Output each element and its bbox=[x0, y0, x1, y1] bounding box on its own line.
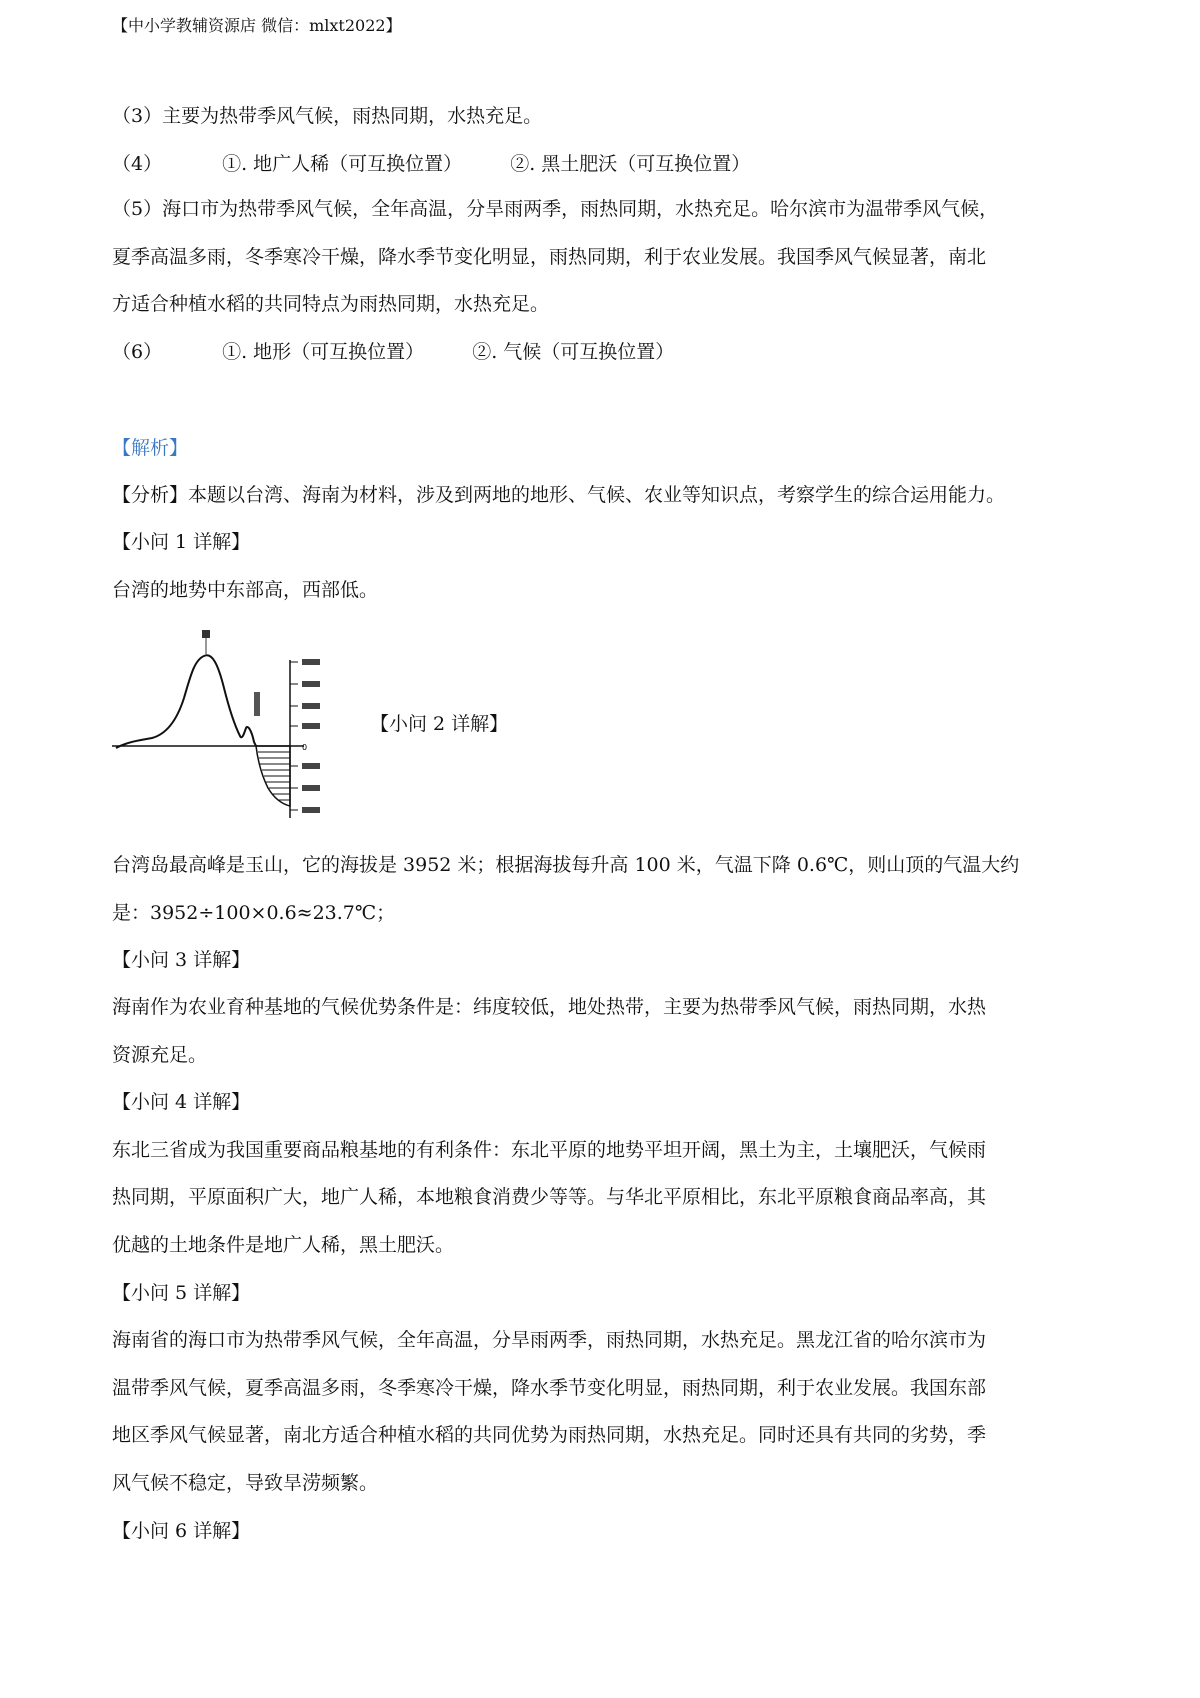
q4-text-line-1: 东北三省成为我国重要商品粮基地的有利条件：东北平原的地势平坦开阔，黑土为主，土壤肥沃，气候雨 bbox=[112, 1139, 987, 1161]
q3-title: 【小问 3 详解】 bbox=[112, 949, 251, 971]
answer-6-option-1: ①. 地形（可互换位置） bbox=[222, 341, 425, 363]
q5-text-line-1: 海南省的海口市为热带季风气候，全年高温，分旱雨两季，雨热同期，水热充足。黑龙江省的哈尔滨市为 bbox=[112, 1329, 987, 1351]
q1-text: 台湾的地势中东部高，西部低。 bbox=[112, 579, 379, 601]
answer-5-line-1: （5）海口市为热带季风气候，全年高温，分旱雨两季，雨热同期，水热充足。哈尔滨市为温带季风气候， bbox=[112, 198, 999, 220]
q3-text-line-2: 资源充足。 bbox=[112, 1044, 208, 1066]
q2-text-line-1: 台湾岛最高峰是玉山，它的海拔是 3952 米；根据海拔每升高 100 米，气温下降 0.6℃，则山顶的气温大约 bbox=[112, 854, 1020, 876]
answer-4-option-2: ②. 黑土肥沃（可互换位置） bbox=[510, 153, 751, 175]
answer-5-line-2: 夏季高温多雨，冬季寒冷干燥，降水季节变化明显，雨热同期，利于农业发展。我国季风气候显著，南北 bbox=[112, 246, 987, 268]
q2-text-line-2: 是：3952÷100×0.6≈23.7℃； bbox=[112, 902, 396, 924]
q1-title: 【小问 1 详解】 bbox=[112, 531, 251, 553]
peak-marker bbox=[202, 630, 210, 638]
analysis-summary: 【分析】本题以台湾、海南为材料，涉及到两地的地形、气候、农业等知识点，考察学生的综合运用能力。 bbox=[112, 484, 1006, 506]
answer-3: （3）主要为热带季风气候，雨热同期，水热充足。 bbox=[112, 105, 543, 127]
q5-text-line-4: 风气候不稳定，导致旱涝频繁。 bbox=[112, 1472, 379, 1494]
terrain-curve bbox=[116, 655, 256, 748]
answer-6-option-2: ②. 气候（可互换位置） bbox=[472, 341, 675, 363]
q5-text-line-2: 温带季风气候，夏季高温多雨，冬季寒冷干燥，降水季节变化明显，雨热同期，利于农业发展。我国东部 bbox=[112, 1377, 987, 1399]
answer-5-line-3: 方适合种植水稻的共同特点为雨热同期，水热充足。 bbox=[112, 293, 550, 315]
scale-ticks bbox=[290, 662, 298, 810]
q6-title: 【小问 6 详解】 bbox=[112, 1520, 251, 1542]
q5-title: 【小问 5 详解】 bbox=[112, 1282, 251, 1304]
q4-title: 【小问 4 详解】 bbox=[112, 1091, 251, 1113]
page-header: 【中小学教辅资源店 微信：mlxt2022】 bbox=[112, 16, 402, 35]
answer-4 bbox=[112, 152, 750, 177]
axis-zero-label: 0 bbox=[302, 743, 308, 752]
q5-text-line-3: 地区季风气候显著，南北方适合种植水稻的共同优势为雨热同期，水热充足。同时还具有共同的劣势，季 bbox=[112, 1424, 987, 1446]
scale-labels bbox=[302, 659, 320, 813]
analysis-title: 【解析】 bbox=[112, 437, 189, 459]
answer-4-number: （4） bbox=[112, 153, 163, 175]
q4-text-line-3: 优越的土地条件是地广人稀，黑土肥沃。 bbox=[112, 1234, 455, 1256]
answer-6-number: （6） bbox=[112, 341, 163, 363]
answer-6 bbox=[112, 340, 674, 365]
q3-text-line-1: 海南作为农业育种基地的气候优势条件是：纬度较低，地处热带，主要为热带季风气候，雨热同期，水热 bbox=[112, 996, 987, 1018]
answer-4-option-1: ①. 地广人稀（可互换位置） bbox=[222, 153, 463, 175]
q2-title: 【小问 2 详解】 bbox=[370, 713, 509, 735]
coast-marker bbox=[254, 692, 260, 716]
terrain-profile-figure bbox=[112, 628, 372, 828]
q4-text-line-2: 热同期，平原面积广大，地广人稀，本地粮食消费少等等。与华北平原相比，东北平原粮食商品率高，其 bbox=[112, 1186, 987, 1208]
